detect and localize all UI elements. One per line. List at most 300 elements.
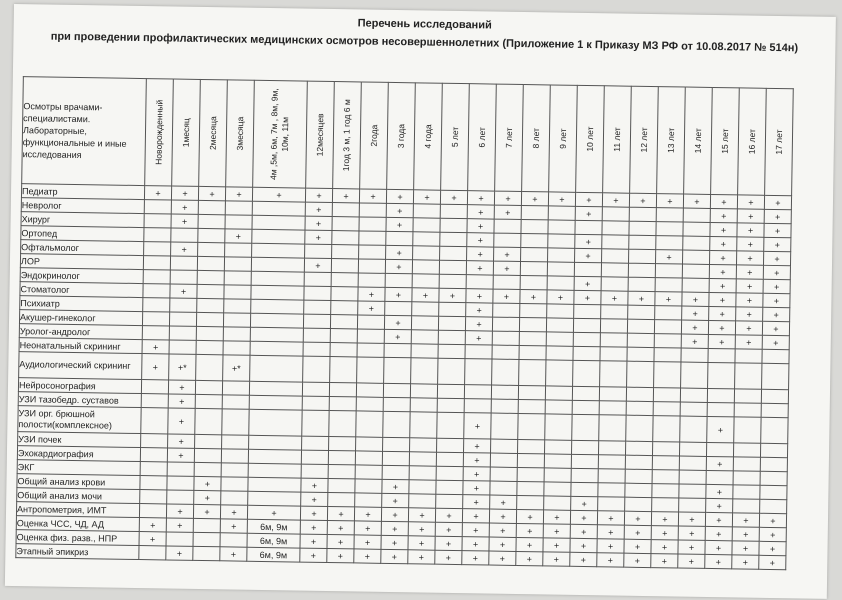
column-header: [630, 86, 659, 193]
table-cell: [249, 381, 302, 396]
table-cell: +: [386, 189, 413, 203]
table-cell: +: [759, 513, 786, 527]
table-cell: [383, 397, 410, 411]
table-cell: +: [762, 335, 789, 349]
table-cell: [194, 462, 221, 476]
table-cell: +: [300, 534, 327, 548]
column-header-label: 3месяца: [234, 116, 246, 151]
column-header: [172, 79, 201, 186]
table-cell: +: [602, 193, 629, 207]
column-header-label: 12 лет: [638, 127, 650, 153]
table-cell: [250, 327, 303, 342]
table-cell: +: [709, 292, 736, 306]
table-cell: [225, 243, 252, 257]
table-cell: [573, 346, 600, 360]
table-cell: +: [384, 315, 411, 329]
table-cell: [331, 273, 358, 287]
table-cell: +: [543, 510, 570, 524]
table-cell: +: [759, 541, 786, 555]
table-cell: [196, 340, 223, 354]
table-cell: +: [737, 195, 764, 209]
table-cell: [330, 357, 357, 383]
table-cell: [410, 398, 437, 412]
table-cell: [252, 201, 305, 216]
table-cell: +: [381, 535, 408, 549]
table-cell: [139, 546, 166, 560]
table-cell: +: [570, 552, 597, 566]
table-cell: +: [736, 251, 763, 265]
table-cell: [359, 203, 386, 217]
table-cell: +: [139, 518, 166, 532]
table-cell: [520, 303, 547, 317]
table-cell: [437, 438, 464, 452]
table-cell: [140, 462, 167, 476]
table-cell: [520, 275, 547, 289]
table-cell: [494, 219, 521, 233]
table-cell: [197, 298, 224, 312]
table-cell: +: [624, 511, 651, 525]
table-cell: [382, 465, 409, 479]
column-header: [495, 84, 524, 191]
table-cell: +: [358, 301, 385, 315]
table-cell: +: [435, 550, 462, 564]
table-cell: [518, 385, 545, 399]
row-label: УЗИ орг. брюшной полости(комплексное): [18, 406, 141, 434]
table-cell: [491, 385, 518, 399]
table-cell: +: [710, 236, 737, 250]
table-cell: +: [682, 292, 709, 306]
table-cell: [652, 456, 679, 470]
table-cell: [493, 275, 520, 289]
table-cell: +: [705, 554, 732, 568]
table-cell: +: [678, 554, 705, 568]
table-cell: +: [408, 536, 435, 550]
table-cell: +: [732, 527, 759, 541]
table-cell: [330, 329, 357, 343]
column-header: [199, 79, 228, 186]
table-cell: [571, 454, 598, 468]
table-cell: [706, 442, 733, 456]
table-cell: [304, 272, 331, 286]
table-cell: +: [516, 523, 543, 537]
table-cell: [169, 312, 196, 326]
column-header-label: 14 лет: [692, 128, 704, 154]
table-cell: [519, 317, 546, 331]
table-cell: [437, 384, 464, 398]
table-cell: +: [467, 205, 494, 219]
row-label: Психиатр: [20, 296, 143, 312]
table-cell: [681, 362, 708, 388]
table-cell: [652, 470, 679, 484]
table-cell: +: [435, 536, 462, 550]
table-cell: +: [170, 284, 197, 298]
table-cell: [573, 318, 600, 332]
table-cell: +: [381, 549, 408, 563]
table-cell: [655, 306, 682, 320]
table-cell: [598, 455, 625, 469]
table-cell: 6м, 9м: [247, 533, 300, 548]
table-cell: +: [764, 237, 791, 251]
table-cell: +: [327, 534, 354, 548]
table-cell: [680, 416, 707, 442]
column-header: [522, 85, 551, 192]
table-cell: [193, 518, 220, 532]
table-cell: [437, 412, 464, 438]
table-cell: [332, 245, 359, 259]
table-cell: +: [301, 492, 328, 506]
table-cell: [571, 482, 598, 496]
table-cell: [656, 208, 683, 222]
table-cell: [574, 304, 601, 318]
table-cell: [517, 453, 544, 467]
table-cell: +: [462, 509, 489, 523]
row-label: Эндокринолог: [20, 268, 143, 284]
row-label: Антропометрия, ИМТ: [16, 502, 139, 518]
table-cell: [250, 355, 303, 382]
table-cell: +: [386, 245, 413, 259]
table-cell: [627, 347, 654, 361]
table-cell: [439, 274, 466, 288]
table-cell: [195, 394, 222, 408]
table-cell: [303, 314, 330, 328]
table-cell: +: [493, 261, 520, 275]
table-cell: [142, 312, 169, 326]
table-cell: [439, 302, 466, 316]
table-cell: +: [358, 287, 385, 301]
table-cell: +: [171, 214, 198, 228]
table-cell: [493, 303, 520, 317]
table-cell: [625, 469, 652, 483]
column-header: [226, 80, 255, 187]
row-label: Педиатр: [21, 184, 144, 200]
table-cell: +: [171, 200, 198, 214]
table-header-row: [22, 77, 794, 196]
table-cell: +: [354, 549, 381, 563]
table-cell: [436, 452, 463, 466]
table-cell: +: [166, 504, 193, 518]
table-cell: [573, 332, 600, 346]
table-cell: [303, 328, 330, 342]
table-cell: [409, 466, 436, 480]
column-header: [414, 83, 443, 190]
table-cell: [707, 402, 734, 416]
table-cell: [193, 532, 220, 546]
table-cell: [248, 491, 301, 506]
table-cell: +: [382, 493, 409, 507]
table-cell: [652, 484, 679, 498]
table-cell: [332, 231, 359, 245]
table-cell: +: [516, 509, 543, 523]
table-cell: [655, 264, 682, 278]
table-cell: [682, 250, 709, 264]
table-cell: [359, 231, 386, 245]
table-cell: [248, 477, 301, 492]
row-label: Офтальмолог: [21, 240, 144, 256]
table-cell: [141, 434, 168, 448]
table-cell: [628, 277, 655, 291]
table-cell: +: [683, 194, 710, 208]
table-cell: +: [629, 193, 656, 207]
table-cell: [144, 242, 171, 256]
table-cell: [491, 399, 518, 413]
table-cell: [222, 435, 249, 449]
table-cell: +: [194, 476, 221, 490]
table-cell: +: [489, 509, 516, 523]
table-cell: +: [168, 408, 195, 434]
column-header-label: Новорожденный: [153, 99, 165, 165]
table-cell: [625, 497, 652, 511]
table-cell: [438, 358, 465, 384]
table-cell: [572, 414, 599, 440]
table-cell: [355, 493, 382, 507]
table-cell: [598, 441, 625, 455]
table-cell: [627, 319, 654, 333]
table-cell: [385, 301, 412, 315]
table-cell: [629, 235, 656, 249]
row-label: ЛОР: [20, 254, 143, 270]
table-cell: [384, 357, 411, 383]
table-cell: +: [737, 223, 764, 237]
table-cell: [195, 408, 222, 434]
table-cell: [357, 357, 384, 383]
table-cell: +: [462, 537, 489, 551]
table-cell: [301, 464, 328, 478]
column-header: [765, 88, 794, 195]
table-cell: [329, 397, 356, 411]
table-cell: [546, 332, 573, 346]
table-cell: [332, 203, 359, 217]
table-cell: [681, 348, 708, 362]
table-cell: [464, 399, 491, 413]
table-cell: +: [435, 508, 462, 522]
table-cell: [413, 246, 440, 260]
table-cell: [252, 215, 305, 230]
table-cell: [629, 207, 656, 221]
table-cell: [249, 435, 302, 450]
table-cell: +: [220, 519, 247, 533]
table-cell: +: [736, 265, 763, 279]
table-cell: [196, 312, 223, 326]
table-cell: +: [575, 192, 602, 206]
table-cell: [571, 468, 598, 482]
table-cell: +: [247, 505, 300, 520]
column-header: [657, 87, 686, 194]
table-cell: [142, 326, 169, 340]
table-cell: [571, 440, 598, 454]
table-cell: [547, 276, 574, 290]
table-cell: [521, 219, 548, 233]
table-cell: [250, 313, 303, 328]
table-cell: +: [305, 216, 332, 230]
table-cell: [251, 257, 304, 272]
table-cell: [652, 498, 679, 512]
table-cell: +: [543, 524, 570, 538]
table-cell: +: [408, 550, 435, 564]
table-cell: +: [168, 394, 195, 408]
table-cell: +: [168, 380, 195, 394]
table-cell: [628, 263, 655, 277]
table-cell: [248, 463, 301, 478]
table-cell: [439, 260, 466, 274]
table-cell: [652, 442, 679, 456]
table-cell: +: [735, 321, 762, 335]
table-cell: +: [764, 209, 791, 223]
table-cell: [548, 220, 575, 234]
table-cell: +: [463, 453, 490, 467]
table-cell: [411, 344, 438, 358]
table-cell: [572, 386, 599, 400]
table-cell: [573, 360, 600, 386]
table-cell: [331, 301, 358, 315]
table-cell: [654, 362, 681, 388]
table-cell: +: [571, 496, 598, 510]
column-header: [306, 81, 335, 188]
table-cell: +: [735, 335, 762, 349]
table-cell: [625, 441, 652, 455]
table-cell: +: [464, 413, 491, 439]
row-label: УЗИ тазобедр. суставов: [18, 392, 141, 408]
table-cell: [357, 343, 384, 357]
table-cell: [410, 438, 437, 452]
column-header-label: 2месяца: [207, 116, 219, 151]
row-label: Стоматолог: [20, 282, 143, 298]
table-cell: +: [463, 481, 490, 495]
table-cell: [680, 388, 707, 402]
table-cell: +: [759, 555, 786, 569]
row-label: Нейросонография: [18, 378, 141, 394]
table-cell: [328, 464, 355, 478]
table-cell: +: [168, 434, 195, 448]
table-cell: [656, 222, 683, 236]
table-cell: 6м, 9м: [247, 547, 300, 562]
table-body: [16, 184, 792, 570]
table-cell: [625, 455, 652, 469]
table-cell: [733, 485, 760, 499]
table-cell: [599, 415, 626, 441]
table-cell: +: [705, 512, 732, 526]
table-cell: [412, 274, 439, 288]
table-cell: [198, 214, 225, 228]
table-cell: [654, 348, 681, 362]
table-cell: [521, 205, 548, 219]
table-cell: [412, 260, 439, 274]
table-cell: [548, 206, 575, 220]
table-cell: [735, 363, 762, 389]
table-cell: [357, 315, 384, 329]
column-header-label: 13 лет: [665, 127, 677, 153]
table-cell: +: [305, 188, 332, 202]
table-cell: [251, 271, 304, 286]
table-cell: +: [385, 259, 412, 273]
table-cell: [517, 467, 544, 481]
table-cell: [223, 313, 250, 327]
table-cell: [195, 434, 222, 448]
table-cell: [224, 271, 251, 285]
table-cell: +: [220, 547, 247, 561]
table-cell: [222, 395, 249, 409]
table-cell: +: [520, 289, 547, 303]
table-cell: [706, 470, 733, 484]
table-cell: [330, 343, 357, 357]
table-cell: +: [467, 191, 494, 205]
table-cell: [521, 233, 548, 247]
table-cell: +: [678, 512, 705, 526]
table-cell: +: [466, 289, 493, 303]
table-cell: +: [384, 329, 411, 343]
table-cell: [546, 346, 573, 360]
table-cell: [413, 218, 440, 232]
table-cell: [733, 471, 760, 485]
table-cell: [734, 389, 761, 403]
table-cell: [600, 361, 627, 387]
table-cell: +: [467, 247, 494, 261]
table-cell: [383, 383, 410, 397]
row-label: ЭКГ: [17, 460, 140, 476]
table-cell: [356, 437, 383, 451]
table-cell: +: [543, 538, 570, 552]
table-cell: [436, 480, 463, 494]
row-label: Оценка физ. разв., НПР: [16, 530, 139, 546]
table-cell: [599, 387, 626, 401]
table-cell: +: [225, 229, 252, 243]
table-cell: +: [166, 518, 193, 532]
table-cell: [492, 317, 519, 331]
table-cell: +: [381, 521, 408, 535]
table-cell: +: [301, 478, 328, 492]
table-cell: [760, 485, 787, 499]
table-cell: [760, 443, 787, 457]
table-cell: +: [732, 541, 759, 555]
table-cell: [575, 220, 602, 234]
document-title: Перечень исследований: [357, 17, 492, 32]
table-cell: [601, 263, 628, 277]
table-cell: [411, 330, 438, 344]
table-cell: +: [548, 192, 575, 206]
table-cell: [197, 270, 224, 284]
table-cell: [169, 340, 196, 354]
table-cell: +: [705, 540, 732, 554]
column-header: [333, 82, 362, 189]
table-cell: +: [543, 552, 570, 566]
table-cell: [438, 330, 465, 344]
table-cell: [548, 248, 575, 262]
row-label: Общий анализ мочи: [17, 488, 140, 504]
column-header-label: 11 лет: [611, 127, 623, 152]
table-cell: [518, 439, 545, 453]
table-cell: [358, 259, 385, 273]
table-cell: [518, 413, 545, 439]
table-cell: [679, 484, 706, 498]
table-cell: [708, 362, 735, 388]
table-cell: [653, 388, 680, 402]
table-cell: +: [462, 523, 489, 537]
column-header-label: 17 лет: [773, 129, 785, 155]
table-cell: [626, 415, 653, 441]
table-cell: +: [359, 189, 386, 203]
table-cell: [225, 215, 252, 229]
table-cell: [602, 235, 629, 249]
table-cell: +: [466, 261, 493, 275]
table-cell: [547, 304, 574, 318]
table-cell: [601, 305, 628, 319]
table-cell: +: [489, 523, 516, 537]
table-cell: [223, 327, 250, 341]
table-cell: +: [467, 233, 494, 247]
column-header-label: 1год 3 м, 1 год 6 м: [340, 99, 353, 172]
table-cell: +: [547, 290, 574, 304]
column-header: [684, 87, 713, 194]
table-cell: +: [142, 354, 169, 380]
